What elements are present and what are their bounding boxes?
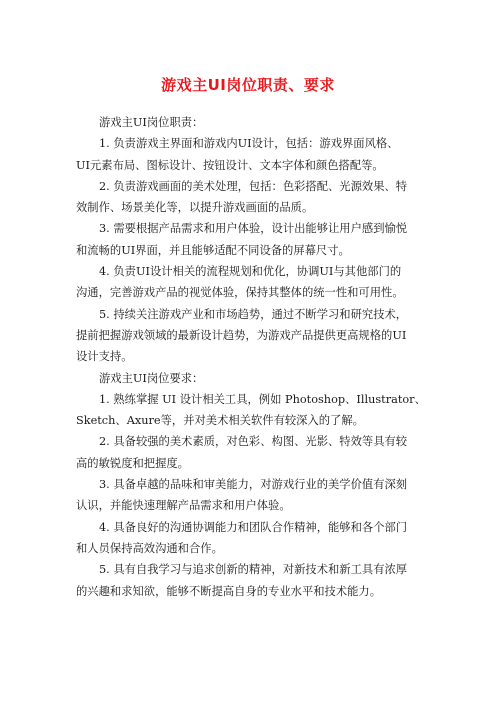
body-text-line: 游戏主UI岗位职责： [99,116,204,129]
body-text-line: 效制作、场景美化等，以提升游戏画面的品质。 [76,201,314,215]
body-text-line: 4. 具备良好的沟通协调能力和团队合作精神，能够和各个部门 [99,520,408,534]
document-body [76,112,436,602]
body-text-line: UI元素布局、图标设计、按钮设计、文本字体和颜色搭配等。 [76,158,384,172]
body-text-line: 的兴趣和求知欲，能够不断提高自身的专业水平和技术能力。 [76,584,382,598]
body-text-line: 3. 需要根据产品需求和用户体验，设计出能够让用户感到愉悦 [99,222,408,236]
body-text-line: 高的敏锐度和把握度。 [76,456,189,470]
body-text-line: 沟通，完善游戏产品的视觉体验，保持其整体的统一性和可用性。 [76,286,404,300]
body-text-line: 和人员保持高效沟通和合作。 [76,541,223,555]
page-title: 游戏主UI岗位职责、要求 [161,76,335,94]
body-text-line: 2. 具备较强的美术素质，对色彩、构图、光影、特效等具有较 [99,435,408,449]
body-text-line: 游戏主UI岗位要求： [99,371,204,385]
body-text-line: 和流畅的UI界面，并且能够适配不同设备的屏幕尺寸。 [76,243,350,257]
body-text-line: 认识，并能快速理解产品需求和用户体验。 [76,499,291,513]
body-text-line: Sketch、Axure等，并对美术相关软件有较深入的了解。 [76,414,364,428]
body-text-line: 4. 负责UI设计相关的流程规划和优化，协调UI与其他部门的 [99,265,402,279]
body-text-line: 1. 负责游戏主界面和游戏内UI设计，包括：游戏界面风格、 [99,137,399,151]
body-text-line: 3. 具备卓越的品味和审美能力，对游戏行业的美学价值有深刻 [99,478,408,492]
body-text-line: 5. 持续关注游戏产业和市场趋势，通过不断学习和研究技术， [99,307,408,321]
body-text-line: 2. 负责游戏画面的美术处理，包括：色彩搭配、光源效果、特 [99,179,408,193]
body-text-line: 提前把握游戏领域的最新设计趋势，为游戏产品提供更高规格的UI [76,328,407,342]
body-text-line: 1. 熟练掌握 UI 设计相关工具，例如 Photoshop、Illustrator、 [99,392,426,406]
body-text-line: 5. 具有自我学习与追求创新的精神，对新技术和新工具有浓厚 [99,563,408,577]
body-text-line: 设计支持。 [76,350,133,364]
